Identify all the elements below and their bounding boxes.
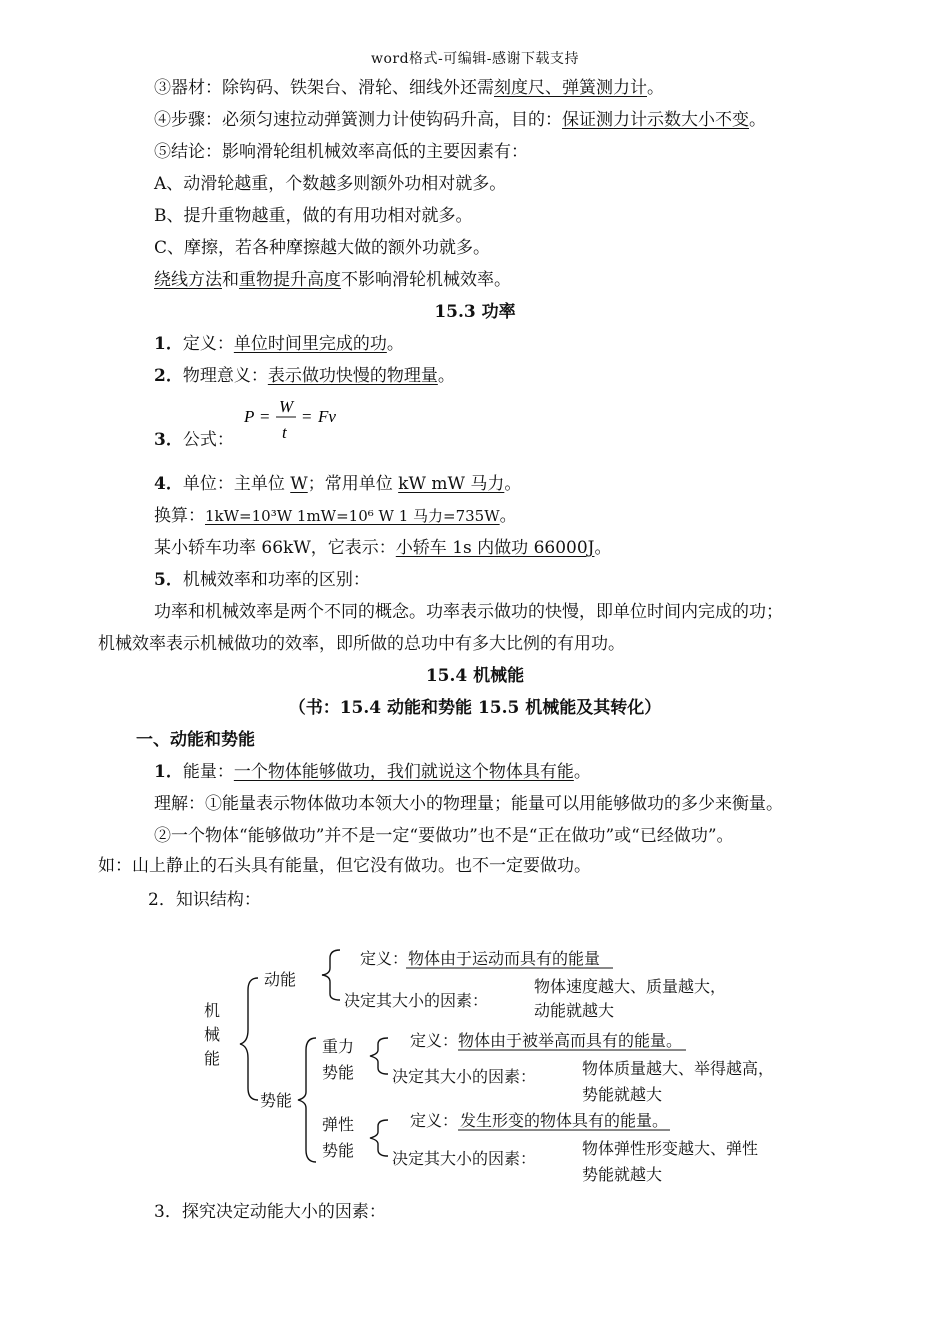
power-unit: 4．单位：主单位 W；常用单位 kW mW 马力。 xyxy=(154,474,522,494)
understand-line-2: ②一个物体“能够做功”并不是一定“要做功”也不是“正在做功”或“已经做功”。 xyxy=(154,826,734,846)
elastic-brace xyxy=(370,1120,388,1156)
elastic-factor-line1: 物体弹性形变越大、弹性 xyxy=(582,1139,759,1158)
power-meaning: 2．物理意义：表示做功快慢的物理量。 xyxy=(154,366,455,386)
elastic-def-value: 发生形变的物体具有的能量。 xyxy=(460,1111,669,1130)
section-energy-title: 15.4 机械能 xyxy=(425,666,525,686)
gravity-factor-line2: 势能就越大 xyxy=(582,1085,663,1104)
root-char-3: 能 xyxy=(204,1049,221,1068)
root-char-2: 械 xyxy=(204,1025,221,1044)
formula-numerator: W xyxy=(279,397,294,416)
formula-eq2: = xyxy=(302,407,312,426)
formula-rhs: Fv xyxy=(318,407,336,426)
elastic-factor-label: 决定其大小的因素： xyxy=(392,1149,537,1168)
kinetic-potential-heading: 一、动能和势能 xyxy=(136,730,255,750)
root-brace xyxy=(240,978,258,1100)
factor-a-line: A、动滑轮越重，个数越多则额外功相对就多。 xyxy=(154,174,507,194)
power-conversion: 换算：1kW=10³W 1mW=10⁶ W 1 马力=735W。 xyxy=(154,506,517,526)
gravity-brace xyxy=(370,1038,388,1074)
power-formula-label: 3．公式： xyxy=(154,430,234,450)
difference-heading: 5．机械效率和功率的区别： xyxy=(154,570,370,590)
potential-brace xyxy=(298,1038,316,1162)
kinetic-label: 动能 xyxy=(264,970,297,989)
kinetic-factor-line2: 动能就越大 xyxy=(534,1001,615,1020)
section-power-title: 15.3 功率 xyxy=(434,302,516,322)
potential-label: 势能 xyxy=(260,1091,293,1110)
kinetic-brace xyxy=(322,950,340,1000)
difference-para-1: 功率和机械效率是两个不同的概念。功率表示做功的快慢，即单位时间内完成的功； xyxy=(154,602,783,622)
elastic-factor-line2: 势能就越大 xyxy=(582,1165,663,1184)
example-line: 如：山上静止的石头具有能量，但它没有做功。也不一定要做功。 xyxy=(98,856,591,876)
gravity-factor-label: 决定其大小的因素： xyxy=(392,1067,537,1086)
formula-denominator: t xyxy=(282,423,287,442)
structure-label: 2．知识结构： xyxy=(148,890,261,910)
root-char-1: 机 xyxy=(204,1001,221,1020)
elastic-def-label: 定义： xyxy=(410,1111,459,1130)
gravity-label-1: 重力 xyxy=(322,1037,355,1056)
factor-b-line: B、提升重物越重，做的有用功相对就多。 xyxy=(154,206,473,226)
formula-eq1: = xyxy=(260,407,270,426)
page-header: word格式-可编辑-感谢下载支持 xyxy=(370,51,580,67)
power-definition: 1．定义：单位时间里完成的功。 xyxy=(154,334,404,354)
equipment-highlight: 刻度尺、弹簧测力计 xyxy=(494,78,647,98)
elastic-label-2: 势能 xyxy=(322,1141,355,1160)
steps-line: ④步骤：必须匀速拉动弹簧测力计使钩码升高，目的：保证测力计示数大小不变。 xyxy=(154,110,766,130)
factor-c-line: C、摩擦，若各种摩擦越大做的额外功就多。 xyxy=(154,238,491,258)
knowledge-structure-diagram xyxy=(200,940,800,1190)
power-formula xyxy=(240,392,380,452)
formula-lhs: P xyxy=(244,407,255,426)
difference-para-2: 机械效率表示机械做功的效率，即所做的总功中有多大比例的有用功。 xyxy=(98,634,625,654)
kinetic-factor-line1: 物体速度越大、质量越大， xyxy=(534,977,727,996)
understand-line-1: 理解：①能量表示物体做功本领大小的物理量；能量可以用能够做功的多少来衡量。 xyxy=(154,794,783,814)
gravity-factor-line1: 物体质量越大、举得越高， xyxy=(582,1059,775,1078)
kinetic-definition: 定义：物体由于运动而具有的能量 xyxy=(360,949,601,968)
energy-definition: 1．能量：一个物体能够做功，我们就说这个物体具有能。 xyxy=(154,762,591,782)
car-example: 某小轿车功率 66kW，它表示：小轿车 1s 内做功 66000J。 xyxy=(154,538,612,558)
explore-heading: 3．探究决定动能大小的因素： xyxy=(154,1202,386,1222)
gravity-definition: 定义：物体由于被举高而具有的能量。 xyxy=(410,1031,683,1050)
equipment-line: ③器材：除钩码、铁架台、滑轮、细线外还需刻度尺、弹簧测力计。 xyxy=(154,78,664,98)
gravity-label-2: 势能 xyxy=(322,1063,355,1082)
kinetic-factor-label: 决定其大小的因素： xyxy=(344,991,489,1010)
conclusion-line: ⑤结论：影响滑轮组机械效率高低的主要因素有： xyxy=(154,142,528,162)
steps-highlight: 保证测力计示数大小不变 xyxy=(562,110,749,130)
no-effect-line: 绕线方法和重物提升高度不影响滑轮机械效率。 xyxy=(154,270,511,290)
section-energy-subtitle: （书：15.4 动能和势能 15.5 机械能及其转化） xyxy=(288,698,662,718)
elastic-label-1: 弹性 xyxy=(322,1115,355,1134)
